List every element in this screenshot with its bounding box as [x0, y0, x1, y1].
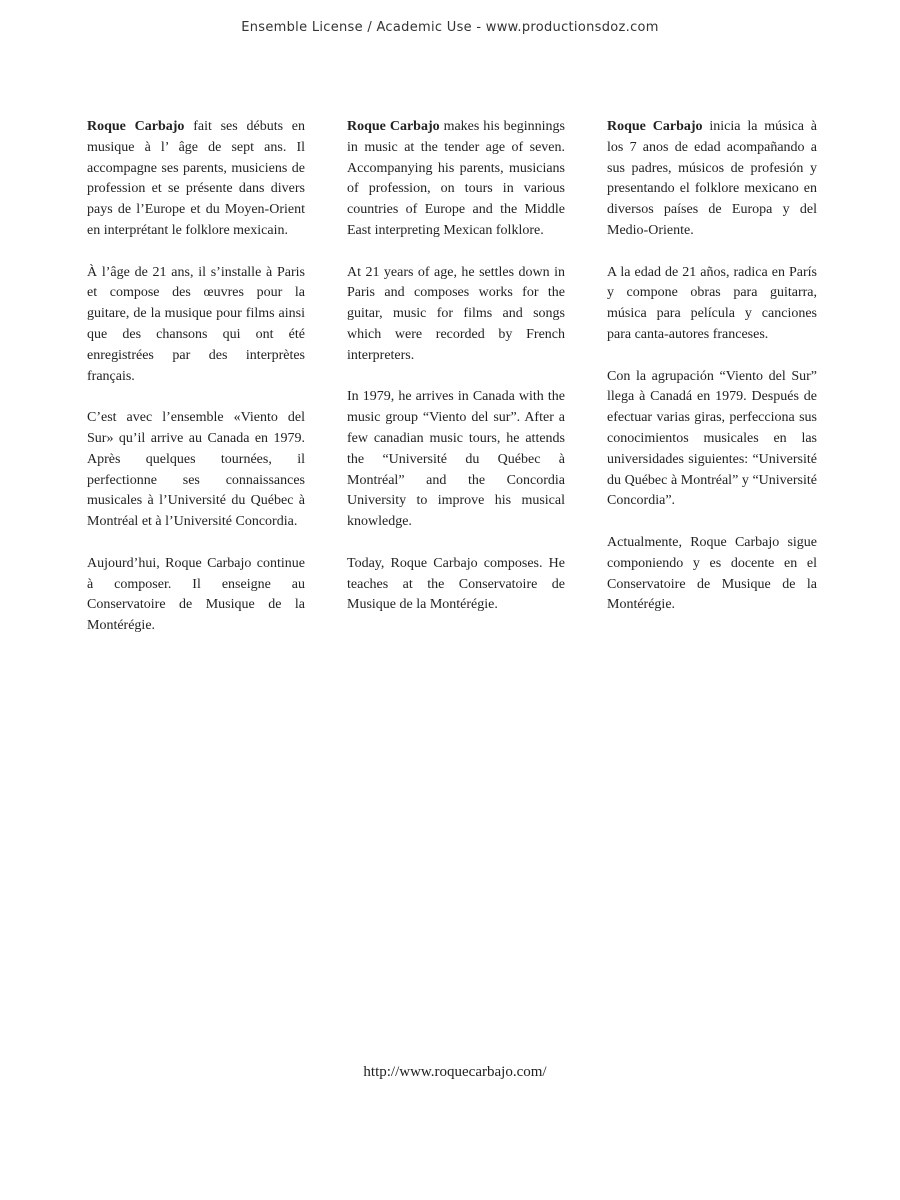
- artist-name: Roque Carbajo: [347, 119, 440, 134]
- artist-name: Roque Carbajo: [607, 119, 703, 134]
- website-url[interactable]: http://www.roquecarbajo.com/: [363, 1064, 547, 1080]
- bio-paragraph: Aujourd’hui, Roque Carbajo continue à composer. Il enseigne au Conservatoire de Musique de la Montérégie.: [87, 555, 305, 634]
- bio-paragraph: Con la agrupación “Viento del Sur” llega à Canadá en 1979. Después de efectuar varias giras, perfecciona sus conocimientos musicales en las universidades siguientes: “Université du Québec à Montréal” y “Université Concordia”.: [607, 368, 817, 509]
- bio-paragraph: [347, 117, 565, 242]
- bio-paragraph: À l’âge de 21 ans, il s’installe à Paris et compose des œuvres pour la guitare, de la musique pour films ainsi que des chansons qui ont été enregistrées par des interprètes français.: [87, 264, 305, 384]
- bio-paragraph: In 1979, he arrives in Canada with the music group “Viento del sur”. After a few canadian music tours, he attends the “Université du Québec à Montréal” and the Concordia University to improve his musical knowledge.: [347, 389, 565, 530]
- bio-text: fait ses débuts en musique à l’ âge de sept ans. Il accompagne ses parents, musiciens de profession et se présente dans divers pays de l’Europe et du Moyen-Orient en interprétant le folklore mexicain.: [87, 119, 306, 238]
- bio-paragraph: At 21 years of age, he settles down in Paris and composes works for the guitar, music for films and songs which were recorded by French interpreters.: [347, 264, 565, 363]
- bio-paragraph: [607, 117, 817, 242]
- bio-paragraph: [87, 117, 305, 242]
- biography-column-french: [87, 117, 305, 658]
- bio-text: makes his beginnings in music at the tender age of seven. Accompanying his parents, musicians of profession, on tours in various countries of Europe and the Middle East interpreting Mexican folklore.: [347, 119, 566, 238]
- bio-paragraph: Today, Roque Carbajo composes. He teaches at the Conservatoire de Musique de la Montérégie.: [347, 555, 565, 613]
- bio-text: inicia la música à los 7 anos de edad acompañando a sus padres, músicos de profesión y presentando el folklore mexicano en diversos países de Europa y del Medio-Oriente.: [607, 119, 818, 238]
- bio-paragraph: A la edad de 21 años, radica en París y compone obras para guitarra, música para película y canciones para canta-autores franceses.: [607, 264, 817, 342]
- bio-paragraph: C’est avec l’ensemble «Viento del Sur» qu’il arrive au Canada en 1979. Après quelques tournées, il perfectionne ses connaissances musicales à l’Université du Québec à Montréal et à l’Université Concordia.: [87, 410, 305, 530]
- biography-column-english: [347, 117, 565, 637]
- bio-paragraph: Actualmente, Roque Carbajo sigue componiendo y es docente en el Conservatoire de Musique de la Montérégie.: [607, 534, 817, 613]
- artist-name: Roque Carbajo: [87, 119, 185, 134]
- biography-column-spanish: [607, 117, 817, 637]
- license-header: Ensemble License / Academic Use - www.productionsdoz.com: [241, 20, 659, 35]
